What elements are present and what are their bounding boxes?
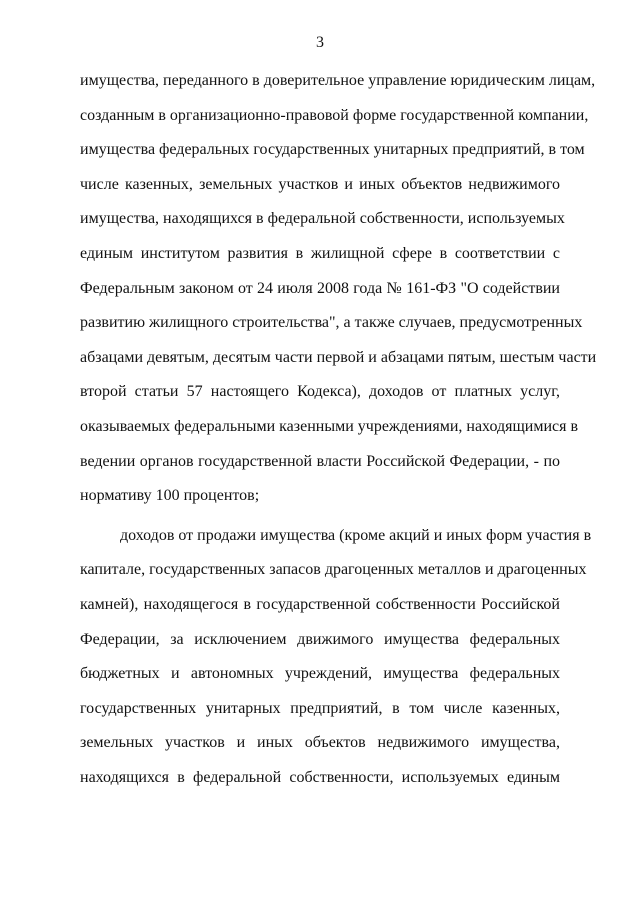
text-line: государственных унитарных предприятий, в том числе казенных, — [80, 699, 560, 717]
text-line: развитию жилищного строительства", а также случаев, предусмотренных — [80, 314, 583, 332]
text-line: оказываемых федеральными казенными учреждениями, находящимися в — [80, 417, 579, 435]
text-line: бюджетных и автономных учреждений, имущества федеральных — [80, 665, 560, 683]
text-line: камней), находящегося в государственной собственности Российской — [80, 595, 560, 613]
text-line: ведении органов государственной власти Российской Федерации, - по — [80, 452, 560, 470]
document-body — [80, 64, 597, 795]
text-line: капитале, государственных запасов драгоценных металлов и драгоценных — [80, 561, 587, 579]
text-line: второй статьи 57 настоящего Кодекса), доходов от платных услуг, — [80, 383, 560, 401]
paragraph-1 — [80, 64, 597, 514]
text-line: земельных участков и иных объектов недвижимого имущества, — [80, 734, 560, 752]
text-line: единым институтом развития в жилищной сфере в соответствии с — [80, 244, 560, 262]
text-line: Федеральным законом от 24 июля 2008 года № 161-ФЗ "О содействии — [80, 279, 560, 297]
text-line: доходов от продажи имущества (кроме акций и иных форм участия в — [120, 526, 592, 544]
text-line: находящихся в федеральной собственности, используемых единым — [80, 768, 560, 786]
page-number: 3 — [316, 34, 324, 51]
text-line: Федерации, за исключением движимого имущества федеральных — [80, 630, 560, 648]
text-line: нормативу 100 процентов; — [80, 487, 260, 505]
paragraph-2 — [80, 519, 592, 796]
text-line: имущества, находящихся в федеральной собственности, используемых — [80, 210, 565, 228]
text-line: созданным в организационно-правовой форме государственной компании, — [80, 106, 589, 124]
text-line: числе казенных, земельных участков и иных объектов недвижимого — [80, 175, 560, 193]
text-line: имущества, переданного в доверительное управление юридическим лицам, — [80, 72, 596, 89]
text-line: имущества федеральных государственных унитарных предприятий, в том — [80, 141, 585, 159]
text-line: абзацами девятым, десятым части первой и абзацами пятым, шестым части — [80, 348, 597, 366]
